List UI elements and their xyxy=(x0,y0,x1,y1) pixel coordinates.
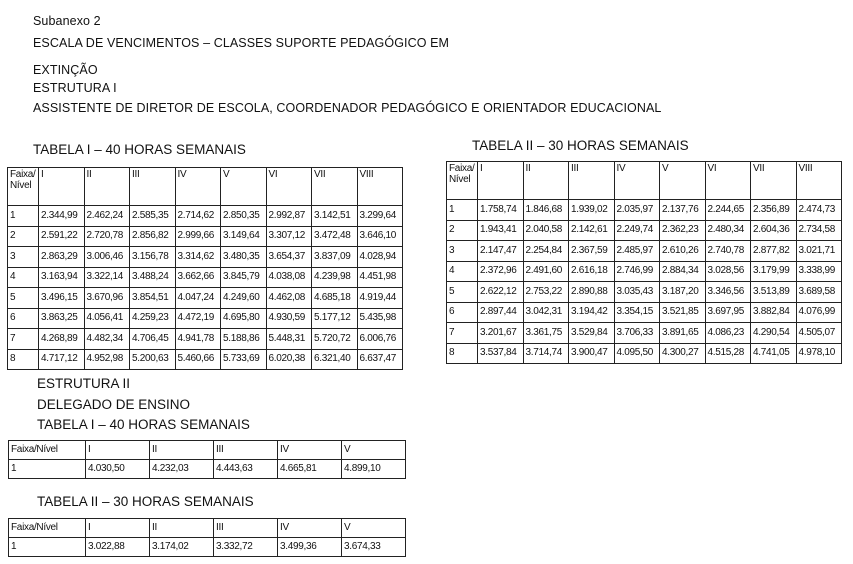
value-cell: 2.753,22 xyxy=(523,282,569,303)
tabela-ii-30h-table xyxy=(446,161,842,364)
value-cell: 5.733,69 xyxy=(221,349,267,370)
value-cell: 4.482,34 xyxy=(84,329,130,350)
value-cell: 1.943,41 xyxy=(478,220,524,241)
value-cell: 3.854,51 xyxy=(130,288,176,309)
value-cell: 3.714,74 xyxy=(523,343,569,364)
header-faixa-nivel: Faixa/ Nível xyxy=(8,168,39,206)
table-row xyxy=(447,323,842,344)
value-cell: 4.717,12 xyxy=(39,349,85,370)
header-nivel-col: I xyxy=(39,168,85,206)
doc-title-line2: EXTINÇÃO xyxy=(33,63,98,77)
value-cell: 4.259,23 xyxy=(130,308,176,329)
estrutura-i-label: ESTRUTURA I xyxy=(33,81,117,95)
header-nivel-col: VIII xyxy=(357,168,403,206)
value-cell: 3.537,84 xyxy=(478,343,524,364)
value-cell: 2.147,47 xyxy=(478,241,524,262)
value-cell: 4.978,10 xyxy=(796,343,842,364)
value-cell: 3.006,46 xyxy=(84,247,130,268)
value-cell: 3.480,35 xyxy=(221,247,267,268)
value-cell: 1.846,68 xyxy=(523,200,569,221)
value-cell: 2.897,44 xyxy=(478,302,524,323)
value-cell: 2.480,34 xyxy=(705,220,751,241)
value-cell: 4.076,99 xyxy=(796,302,842,323)
table-header-row xyxy=(8,168,403,206)
tabela-i-40h-title: TABELA I – 40 HORAS SEMANAIS xyxy=(33,142,246,157)
faixa-cell: 8 xyxy=(447,343,478,364)
faixa-cell: 7 xyxy=(447,323,478,344)
table-row xyxy=(8,308,403,329)
header-nivel-col: V xyxy=(342,441,406,460)
value-cell: 4.706,45 xyxy=(130,329,176,350)
header-nivel-col: V xyxy=(660,162,706,200)
value-cell: 3.149,64 xyxy=(221,226,267,247)
value-cell: 4.290,54 xyxy=(751,323,797,344)
tabela-ii-30h-title: TABELA II – 30 HORAS SEMANAIS xyxy=(472,138,689,153)
value-cell: 3.472,48 xyxy=(312,226,358,247)
value-cell: 3.882,84 xyxy=(751,302,797,323)
header-nivel-col: I xyxy=(478,162,524,200)
value-cell: 2.040,58 xyxy=(523,220,569,241)
estrutura-ii-tabela-ii-title: TABELA II – 30 HORAS SEMANAIS xyxy=(37,494,254,509)
value-cell: 3.529,84 xyxy=(569,323,615,344)
value-cell: 2.604,36 xyxy=(751,220,797,241)
value-cell: 4.665,81 xyxy=(278,460,342,479)
value-cell: 5.448,31 xyxy=(266,329,312,350)
value-cell: 3.174,02 xyxy=(150,538,214,557)
value-cell: 3.654,37 xyxy=(266,247,312,268)
value-cell: 2.714,62 xyxy=(175,206,221,227)
header-nivel-col: III xyxy=(130,168,176,206)
value-cell: 3.662,66 xyxy=(175,267,221,288)
subanexo-label: Subanexo 2 xyxy=(33,14,101,28)
value-cell: 3.499,36 xyxy=(278,538,342,557)
value-cell: 2.362,23 xyxy=(660,220,706,241)
header-nivel-col: VII xyxy=(751,162,797,200)
value-cell: 5.435,98 xyxy=(357,308,403,329)
value-cell: 3.845,79 xyxy=(221,267,267,288)
value-cell: 4.249,60 xyxy=(221,288,267,309)
value-cell: 4.930,59 xyxy=(266,308,312,329)
value-cell: 4.505,07 xyxy=(796,323,842,344)
value-cell: 3.028,56 xyxy=(705,261,751,282)
header-nivel-col: V xyxy=(342,519,406,538)
table-row xyxy=(8,329,403,350)
value-cell: 2.740,78 xyxy=(705,241,751,262)
value-cell: 3.142,51 xyxy=(312,206,358,227)
value-cell: 4.028,94 xyxy=(357,247,403,268)
value-cell: 4.086,23 xyxy=(705,323,751,344)
header-nivel-col: II xyxy=(150,519,214,538)
value-cell: 4.268,89 xyxy=(39,329,85,350)
value-cell: 1.758,74 xyxy=(478,200,524,221)
faixa-cell: 6 xyxy=(8,308,39,329)
doc-title-line1: ESCALA DE VENCIMENTOS – CLASSES SUPORTE PEDAGÓGICO EM xyxy=(33,36,450,50)
value-cell: 2.720,78 xyxy=(84,226,130,247)
table-row xyxy=(447,343,842,364)
value-cell: 3.187,20 xyxy=(660,282,706,303)
faixa-cell: 4 xyxy=(8,267,39,288)
table-row xyxy=(8,349,403,370)
table-row xyxy=(447,200,842,221)
faixa-cell: 8 xyxy=(8,349,39,370)
faixa-cell: 6 xyxy=(447,302,478,323)
value-cell: 2.734,58 xyxy=(796,220,842,241)
value-cell: 3.022,88 xyxy=(86,538,150,557)
table-row xyxy=(8,247,403,268)
value-cell: 3.863,25 xyxy=(39,308,85,329)
value-cell: 3.021,71 xyxy=(796,241,842,262)
faixa-cell: 1 xyxy=(447,200,478,221)
value-cell: 4.462,08 xyxy=(266,288,312,309)
value-cell: 4.232,03 xyxy=(150,460,214,479)
value-cell: 2.616,18 xyxy=(569,261,615,282)
faixa-cell: 5 xyxy=(447,282,478,303)
value-cell: 4.038,08 xyxy=(266,267,312,288)
value-cell: 3.706,33 xyxy=(614,323,660,344)
value-cell: 2.850,35 xyxy=(221,206,267,227)
header-faixa-nivel: Faixa/Nível xyxy=(9,519,86,538)
value-cell: 2.142,61 xyxy=(569,220,615,241)
header-nivel-col: II xyxy=(84,168,130,206)
value-cell: 2.856,82 xyxy=(130,226,176,247)
value-cell: 2.591,22 xyxy=(39,226,85,247)
value-cell: 4.443,63 xyxy=(214,460,278,479)
value-cell: 3.194,42 xyxy=(569,302,615,323)
table-row xyxy=(447,282,842,303)
value-cell: 1.939,02 xyxy=(569,200,615,221)
table-row xyxy=(447,261,842,282)
value-cell: 6.006,76 xyxy=(357,329,403,350)
value-cell: 5.177,12 xyxy=(312,308,358,329)
header-nivel-col: VII xyxy=(312,168,358,206)
table-row xyxy=(447,241,842,262)
estrutura-ii-tabela-i-table xyxy=(8,440,406,479)
value-cell: 3.697,95 xyxy=(705,302,751,323)
header-nivel-col: I xyxy=(86,519,150,538)
header-nivel-col: II xyxy=(523,162,569,200)
value-cell: 4.239,98 xyxy=(312,267,358,288)
value-cell: 4.952,98 xyxy=(84,349,130,370)
value-cell: 3.314,62 xyxy=(175,247,221,268)
value-cell: 3.299,64 xyxy=(357,206,403,227)
faixa-cell: 1 xyxy=(9,460,86,479)
table-header-row xyxy=(447,162,842,200)
faixa-cell: 5 xyxy=(8,288,39,309)
value-cell: 3.513,89 xyxy=(751,282,797,303)
value-cell: 6.637,47 xyxy=(357,349,403,370)
faixa-cell: 3 xyxy=(8,247,39,268)
value-cell: 3.496,15 xyxy=(39,288,85,309)
tabela-i-40h-table xyxy=(7,167,403,370)
value-cell: 2.890,88 xyxy=(569,282,615,303)
delegado-label: DELEGADO DE ENSINO xyxy=(37,397,191,412)
estrutura-i-roles: ASSISTENTE DE DIRETOR DE ESCOLA, COORDENADOR PEDAGÓGICO E ORIENTADOR EDUCACIONAL xyxy=(33,101,662,115)
header-nivel-col: VIII xyxy=(796,162,842,200)
value-cell: 4.095,50 xyxy=(614,343,660,364)
value-cell: 4.047,24 xyxy=(175,288,221,309)
faixa-cell: 4 xyxy=(447,261,478,282)
value-cell: 3.322,14 xyxy=(84,267,130,288)
header-nivel-col: III xyxy=(214,441,278,460)
value-cell: 3.646,10 xyxy=(357,226,403,247)
table-row xyxy=(8,226,403,247)
value-cell: 2.137,76 xyxy=(660,200,706,221)
header-nivel-col: IV xyxy=(175,168,221,206)
table-header-row xyxy=(9,441,406,460)
value-cell: 3.307,12 xyxy=(266,226,312,247)
value-cell: 2.474,73 xyxy=(796,200,842,221)
table-header-row xyxy=(9,519,406,538)
value-cell: 4.741,05 xyxy=(751,343,797,364)
value-cell: 2.610,26 xyxy=(660,241,706,262)
faixa-cell: 7 xyxy=(8,329,39,350)
value-cell: 3.900,47 xyxy=(569,343,615,364)
faixa-cell: 2 xyxy=(447,220,478,241)
value-cell: 3.346,56 xyxy=(705,282,751,303)
table-row xyxy=(8,288,403,309)
header-nivel-col: IV xyxy=(278,519,342,538)
table-row xyxy=(8,267,403,288)
value-cell: 2.367,59 xyxy=(569,241,615,262)
header-nivel-col: III xyxy=(569,162,615,200)
value-cell: 3.042,31 xyxy=(523,302,569,323)
value-cell: 3.354,15 xyxy=(614,302,660,323)
value-cell: 5.188,86 xyxy=(221,329,267,350)
value-cell: 4.515,28 xyxy=(705,343,751,364)
value-cell: 4.941,78 xyxy=(175,329,221,350)
value-cell: 4.899,10 xyxy=(342,460,406,479)
value-cell: 2.244,65 xyxy=(705,200,751,221)
header-nivel-col: VI xyxy=(705,162,751,200)
value-cell: 3.163,94 xyxy=(39,267,85,288)
value-cell: 4.056,41 xyxy=(84,308,130,329)
value-cell: 3.179,99 xyxy=(751,261,797,282)
header-nivel-col: II xyxy=(150,441,214,460)
value-cell: 2.462,24 xyxy=(84,206,130,227)
value-cell: 2.863,29 xyxy=(39,247,85,268)
value-cell: 4.451,98 xyxy=(357,267,403,288)
value-cell: 5.460,66 xyxy=(175,349,221,370)
table-row xyxy=(447,302,842,323)
table-row xyxy=(447,220,842,241)
value-cell: 2.999,66 xyxy=(175,226,221,247)
value-cell: 3.674,33 xyxy=(342,538,406,557)
value-cell: 3.361,75 xyxy=(523,323,569,344)
value-cell: 4.472,19 xyxy=(175,308,221,329)
value-cell: 3.689,58 xyxy=(796,282,842,303)
value-cell: 6.321,40 xyxy=(312,349,358,370)
faixa-cell: 1 xyxy=(9,538,86,557)
value-cell: 2.372,96 xyxy=(478,261,524,282)
value-cell: 6.020,38 xyxy=(266,349,312,370)
value-cell: 2.585,35 xyxy=(130,206,176,227)
table-row xyxy=(9,460,406,479)
value-cell: 4.919,44 xyxy=(357,288,403,309)
header-faixa-nivel: Faixa/Nível xyxy=(9,441,86,460)
value-cell: 3.837,09 xyxy=(312,247,358,268)
value-cell: 3.156,78 xyxy=(130,247,176,268)
header-nivel-col: V xyxy=(221,168,267,206)
estrutura-ii-label: ESTRUTURA II xyxy=(37,376,131,391)
table-row xyxy=(9,538,406,557)
value-cell: 2.992,87 xyxy=(266,206,312,227)
value-cell: 3.670,96 xyxy=(84,288,130,309)
value-cell: 2.622,12 xyxy=(478,282,524,303)
estrutura-ii-tabela-i-title: TABELA I – 40 HORAS SEMANAIS xyxy=(37,417,250,432)
value-cell: 3.035,43 xyxy=(614,282,660,303)
faixa-cell: 2 xyxy=(8,226,39,247)
value-cell: 4.695,80 xyxy=(221,308,267,329)
value-cell: 3.488,24 xyxy=(130,267,176,288)
value-cell: 3.338,99 xyxy=(796,261,842,282)
value-cell: 2.485,97 xyxy=(614,241,660,262)
value-cell: 4.030,50 xyxy=(86,460,150,479)
value-cell: 2.491,60 xyxy=(523,261,569,282)
value-cell: 2.746,99 xyxy=(614,261,660,282)
value-cell: 2.344,99 xyxy=(39,206,85,227)
value-cell: 5.720,72 xyxy=(312,329,358,350)
header-nivel-col: IV xyxy=(278,441,342,460)
header-nivel-col: I xyxy=(86,441,150,460)
value-cell: 4.685,18 xyxy=(312,288,358,309)
faixa-cell: 1 xyxy=(8,206,39,227)
value-cell: 4.300,27 xyxy=(660,343,706,364)
value-cell: 3.891,65 xyxy=(660,323,706,344)
value-cell: 2.254,84 xyxy=(523,241,569,262)
value-cell: 2.356,89 xyxy=(751,200,797,221)
value-cell: 2.877,82 xyxy=(751,241,797,262)
estrutura-ii-tabela-ii-table xyxy=(8,518,406,557)
value-cell: 2.884,34 xyxy=(660,261,706,282)
value-cell: 3.521,85 xyxy=(660,302,706,323)
header-nivel-col: VI xyxy=(266,168,312,206)
value-cell: 5.200,63 xyxy=(130,349,176,370)
value-cell: 2.035,97 xyxy=(614,200,660,221)
value-cell: 3.332,72 xyxy=(214,538,278,557)
header-faixa-nivel: Faixa/ Nível xyxy=(447,162,478,200)
header-nivel-col: IV xyxy=(614,162,660,200)
value-cell: 3.201,67 xyxy=(478,323,524,344)
faixa-cell: 3 xyxy=(447,241,478,262)
table-row xyxy=(8,206,403,227)
value-cell: 2.249,74 xyxy=(614,220,660,241)
header-nivel-col: III xyxy=(214,519,278,538)
